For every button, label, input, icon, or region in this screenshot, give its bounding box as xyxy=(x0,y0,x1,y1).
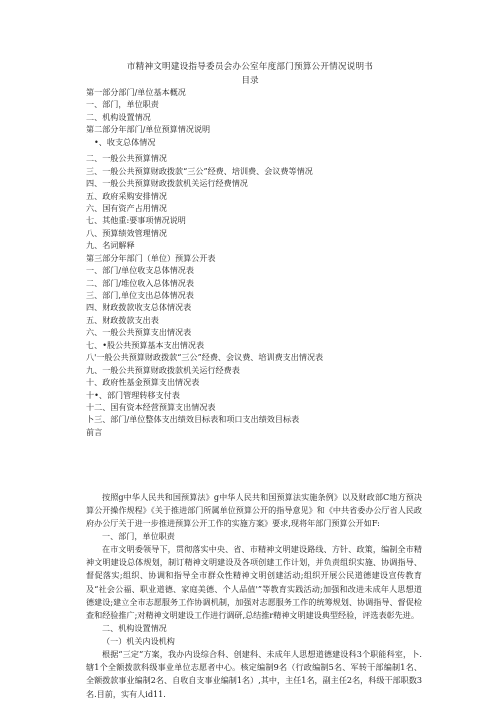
toc-item: 四、一般公共预算财政拨款机关运行经费情况 xyxy=(86,178,248,189)
toc-item: 二、一般公共预算情况 xyxy=(86,153,167,164)
toc-item: 九、名词解释 xyxy=(86,240,135,251)
toc-item: 十•、部门管理转移支付表 xyxy=(86,389,180,400)
toc-item: 三、部门,单位支出总体情况表 xyxy=(86,290,194,300)
toc-item: 四、财政拨款收支总体情况表 xyxy=(86,302,192,313)
toc-item: 六、一般公共预算支出情况表 xyxy=(86,327,192,338)
section2-subheading: （一）机关内设机构 xyxy=(102,636,175,646)
section2-paragraph xyxy=(86,648,422,701)
toc-item: 九、一般公共预算财政拨款机关运行经费表 xyxy=(86,364,240,375)
toc-item: 十、政府性基金预算支出情况表 xyxy=(86,377,200,388)
toc-item: 三、一般公共预算财政拨款“三公”经费、培训费、会议费等情况 xyxy=(86,165,313,176)
toc-item: 卜三、部门/单位整体支出绩效目标表和项口支出绩效目标表 xyxy=(86,414,300,425)
toc-item: 八'一般公共预算财政拨款“三公”经费、会议费、培训费支出情况表 xyxy=(86,352,324,363)
toc-item: 二、机构设置情况 xyxy=(86,111,151,122)
section2-heading: 二、机构设置情况 xyxy=(102,623,167,633)
toc-item: 一、部门，单位职责 xyxy=(86,99,159,110)
table-of-contents xyxy=(86,86,446,438)
preface-text: 按照g中华人民共和国预算法》g中华人民共和国预算法实施条例》以及财政部C地方预决算公开操作规程》《关于推进部门所属单位预算公开的指导意见》和《中共省委办公厅省人民政府办公厅关于进一步推进预算公开工作的实施方案》要求,现将年部门预算公开如F: xyxy=(86,492,422,529)
toc-heading: 目录 xyxy=(241,76,259,86)
section1-heading: 一、部门，单位职责 xyxy=(102,531,175,541)
section1-paragraph xyxy=(86,543,422,622)
preface-paragraph xyxy=(86,491,422,531)
toc-item: 前言 xyxy=(86,426,103,437)
toc-item: 第一部分部门/单位基本概况 xyxy=(86,87,186,97)
toc-item: 第三部分年部门（单位）预算公开表 xyxy=(86,252,216,263)
toc-item: 七、•股公共预算基本支出情况表 xyxy=(86,339,205,350)
toc-item: 二、部门/堆位收入总体情况表 xyxy=(86,277,194,288)
toc-item: 八、预算绩效管理情况 xyxy=(86,227,167,238)
toc-item: •、收支总体情况 xyxy=(94,136,156,147)
toc-item: 十二、国有资本经营预算支出情况表 xyxy=(86,401,216,412)
toc-item: 七、其他重:要事项情况说明 xyxy=(86,215,186,226)
section2-text: 根据“三定”方案，我办内设综合科、创建科、未成年人思想道德建设科3个职能科室，卜.辖1个全额拨款科级事业单位志愿者中心。核定编制9名（行政编制5名、军转干部编制1名、全额拨款事业编制2名、自收自支事业编制1名）,其中，主任1名，副主任2名，科级干部职数3名.目前，实有人id11. xyxy=(86,649,422,699)
toc-item: 五、财政拨款支出表 xyxy=(86,314,159,325)
toc-item: 一、部门/单位收支总体情况表 xyxy=(86,265,194,276)
toc-item: 五、政府采购安排情况 xyxy=(86,190,167,201)
toc-item: 六、国有资产占用情况 xyxy=(86,202,167,213)
toc-item: 第二部分年部门/单位预算情况说明 xyxy=(86,124,211,135)
document-title: 市精神文明建设指导委员会办公室年度部门预算公开情况说明书 xyxy=(126,62,374,72)
section1-text: 在市文明委领导下，贯彻落实中央、省、市精神文明建设路线、方针、政策，编制全市精神文明建设总体规划，制订精神文明建设及各项创建工作计划，并负责组织实施、协调指导、督促落实;组织、协调和指导全市群众性精神文明创建活动;组织开展公民道德建设宣传教育及“社会公福、职业道德、家庭美德、个人品值'”等教育实践活动;加强和改进未成年人思想道德建设;建立全市志愿服务工作协调机制，加强对志愿服务工作的统筹规划、协调指导、督促检查和经验推广;对精神文明建设工作进行调研,总结推r精神文明建设典型经验，评选表彰先进。 xyxy=(86,544,422,621)
